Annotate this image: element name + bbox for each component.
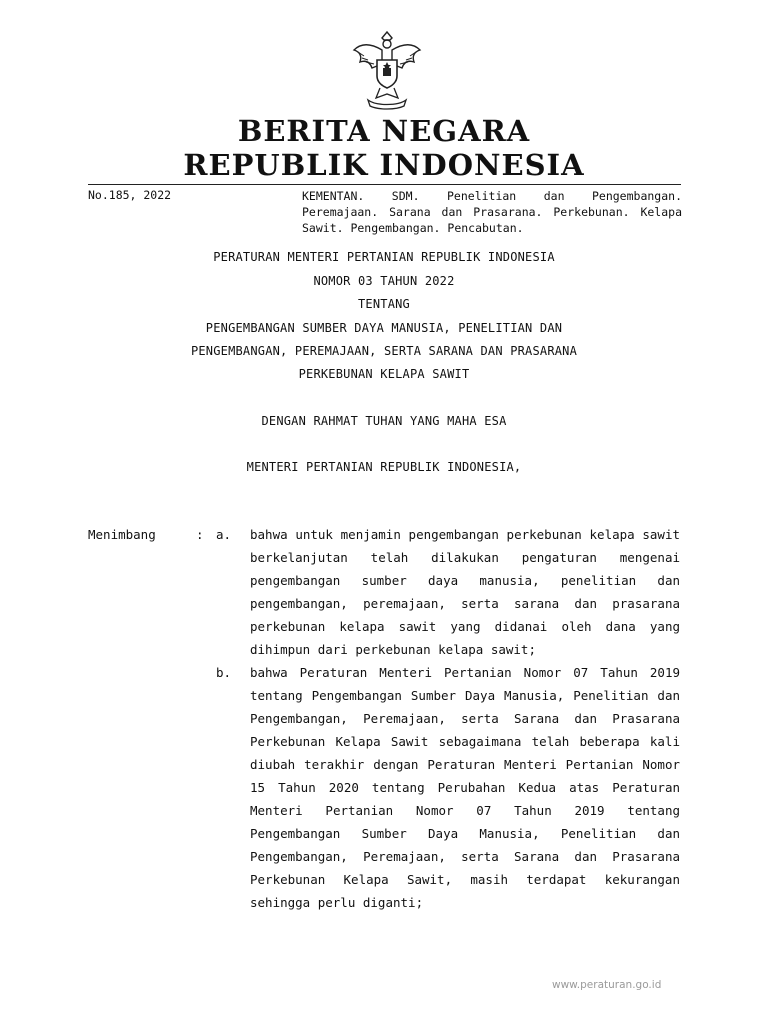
considering-colon: : [196,527,204,542]
gazette-keywords: KEMENTAN. SDM. Penelitian dan Pengembangan. Peremajaan. Sarana dan Prasarana. Perkebunan. Kelapa Sawit. Pengembangan. Pencabutan. [302,189,682,235]
point-b-text: bahwa Peraturan Menteri Pertanian Nomor 07 Tahun 2019 tentang Pengembangan Sumber Daya Manusia, Penelitian dan Pengembangan, Peremajaan, serta Sarana dan Prasarana Perkebunan Kelapa Sawit sebagaimana telah beberapa kali diubah terakhir dengan Peraturan Menteri Pertanian Nomor 15 Tahun 2020 tentang Perubahan Kedua atas Peraturan Menteri Pertanian Nomor 07 Tahun 2019 tentang Pengembangan Sumber Daya Manusia, Penelitian dan Pengembangan, Peremajaan, serta Sarana dan Prasarana Perkebunan Kelapa Sawit, masih terdapat kekurangan sehingga perlu diganti; [250,665,680,910]
considering-label: Menimbang [88,527,156,542]
regulation-heading: PERATURAN MENTERI PERTANIAN REPUBLIK INDONESIA [213,250,555,264]
regulation-subject-line1: PENGEMBANGAN SUMBER DAYA MANUSIA, PENELITIAN DAN [205,321,563,335]
point-a-text: bahwa untuk menjamin pengembangan perkebunan kelapa sawit berkelanjutan telah dilakukan pengaturan mengenai pengembangan sumber daya manusia, penelitian dan pengembangan, peremajaan, serta sarana dan prasarana perkebunan kelapa sawit yang didanai oleh dana yang dihimpun dari perkebunan kelapa sawit; [250,527,680,657]
regulation-about: TENTANG [358,297,410,311]
garuda-emblem-icon [352,30,422,112]
gazette-number: No.185, 2022 [88,188,172,202]
footer-url: www.peraturan.go.id [552,979,662,991]
point-a-letter: a. [216,527,232,542]
regulation-subject-line3: PERKEBUNAN KELAPA SAWIT [298,367,470,381]
regulation-number: NOMOR 03 TAHUN 2022 [313,274,455,288]
header-divider [88,184,681,185]
gazette-title-line1: BERITA NEGARA [237,114,531,148]
point-b-letter: b. [216,665,232,680]
gazette-title-line2: REPUBLIK INDONESIA [183,148,585,182]
regulation-subject-line2: PENGEMBANGAN, PEREMAJAAN, SERTA SARANA DAN PRASARANA [190,344,578,358]
blessing-line: DENGAN RAHMAT TUHAN YANG MAHA ESA [261,414,507,428]
authority-line: MENTERI PERTANIAN REPUBLIK INDONESIA, [246,460,522,474]
